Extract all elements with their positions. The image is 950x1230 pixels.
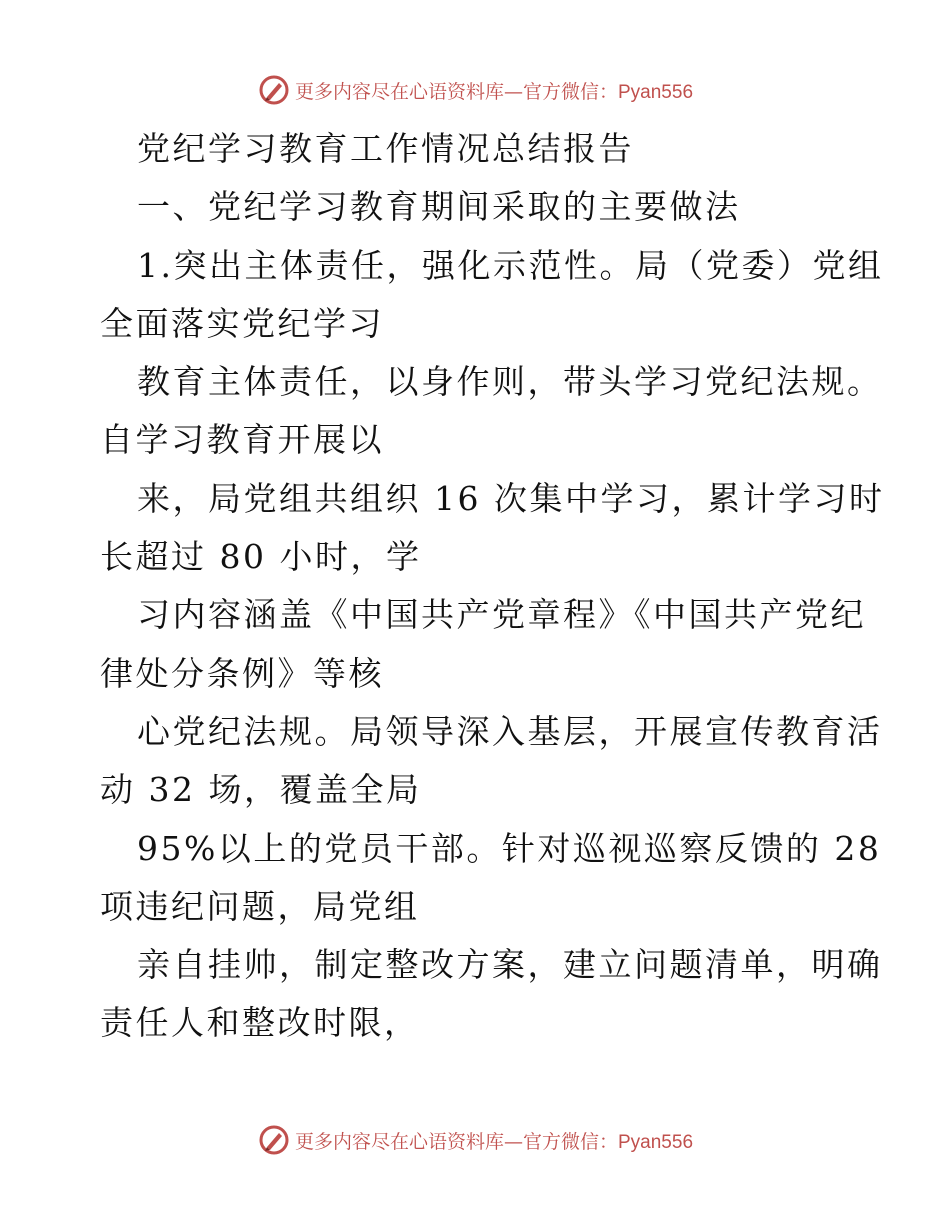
watermark-text: 更多内容尽在心语资料库—官方微信：Pyan556 [294,1130,694,1153]
paragraph-line: 教育主体责任，以身作则，带头学习党纪法规。 [137,362,883,402]
paragraph-line: 律处分条例》等核 [100,653,384,693]
document-title: 党纪学习教育工作情况总结报告 [137,129,634,168]
watermark-text: 更多内容尽在心语资料库—官方微信：Pyan556 [294,80,694,103]
paragraph-line: 自学习教育开展以 [100,420,384,460]
section-heading: 一、党纪学习教育期间采取的主要做法 [137,187,741,227]
paragraph-line: 1.突出主体责任，强化示范性。局（党委）党组 [137,245,884,285]
document-body [100,120,885,1053]
paragraph-line: 全面落实党纪学习 [100,303,384,343]
paragraph-line: 来，局党组共组织 16 次集中学习，累计学习时 [137,478,885,518]
paragraph-line: 习内容涵盖《中国共产党章程》《中国共产党纪 [137,595,866,635]
paragraph-line: 动 32 场，覆盖全局 [100,770,422,810]
footer-watermark [0,1120,950,1160]
paragraph-line: 责任人和整改时限， [100,1003,420,1043]
pen-logo-icon [257,1123,291,1157]
header-watermark [0,70,950,110]
pen-logo-icon [257,73,291,107]
paragraph-line: 项违纪问题，局党组 [100,886,420,926]
paragraph-line: 亲自挂帅，制定整改方案，建立问题清单，明确 [137,945,883,985]
paragraph-line: 长超过 80 小时，学 [100,537,422,577]
paragraph-line: 95%以上的党员干部。针对巡视巡察反馈的 28 [137,828,882,868]
paragraph-line: 心党纪法规。局领导深入基层，开展宣传教育活 [137,711,883,751]
